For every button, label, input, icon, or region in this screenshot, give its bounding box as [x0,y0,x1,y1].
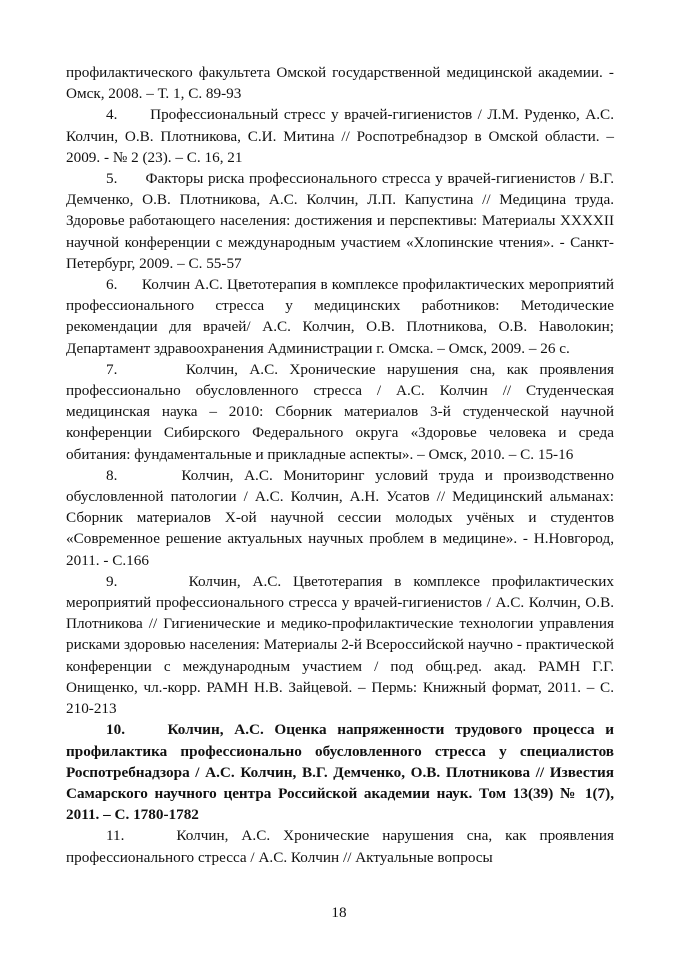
reference-item-7: 7. Колчин, А.С. Хронические нарушения сна, как проявления профессионально обусловленного стресса / А.С. Колчин // Студенческая медицинская наука – 2010: Сборник материалов 3-й студенческой научной конференции Сибирского Федерального округа «Здоровье человека и среда обитания: фундаментальные и прикладные аспекты». – Омск, 2010. – С. 15-16 [66,360,614,463]
reference-item-8: 8. Колчин, А.С. Мониторинг условий труда и производственно обусловленной патологии / А.С. Колчин, А.Н. Усатов // Медицинский альманах: Сборник материалов X-ой научной сессии молодых учёных и студентов «Современное решение актуальных научных проблем в медицине». - Н.Новгород, 2011. - С.166 [66,466,614,569]
reference-continuation: профилактического факультета Омской государственной медицинской академии. - Омск, 2008. – Т. 1, С. 89-93 [66,64,614,103]
reference-item-4: 4. Профессиональный стресс у врачей-гигиенистов / Л.М. Руденко, А.С. Колчин, О.В. Плотникова, С.И. Митина // Роспотребнадзор в Омской области. – 2009. - № 2 (23). – С. 16, 21 [66,106,614,166]
reference-item-9: 9. Колчин, А.С. Цветотерапия в комплексе профилактических мероприятий профессионального стресса у врачей-гигиенистов / А.С. Колчин, О.В. Плотникова // Гигиенические и медико-профилактические технологии управления рисками здоровью населения: Материалы 2-й Всероссийской научно - практической конференции с международным участием / под общ.ред. акад. РАМН Г.Г. Онищенко, чл.-корр. РАМН Н.В. Зайцевой. – Пермь: Книжный формат, 2011. – С. 210-213 [66,572,614,718]
reference-item-10: 10. Колчин, А.С. Оценка напряженности трудового процесса и профилактика профессионально обусловленного стресса у специалистов Роспотребнадзора / А.С. Колчин, В.Г. Демченко, О.В. Плотникова // Известия Самарского научного центра Российской академии наук. Том 13(39) № 1(7), 2011. – С. 1780-1782 [66,721,614,824]
reference-item-11: 11. Колчин, А.С. Хронические нарушения сна, как проявления профессионального стресса / А.С. Колчин // Актуальные вопросы [66,827,614,866]
reference-item-6: 6. Колчин А.С. Цветотерапия в комплексе профилактических мероприятий профессионального стресса у медицинских работников: Методические рекомендации для врачей/ А.С. Колчин, О.В. Плотникова, О.В. Наволокин; Департамент здравоохранения Администрации г. Омска. – Омск, 2009. – 26 с. [66,276,614,357]
reference-list [66,62,614,868]
page-number: 18 [331,904,347,921]
reference-item-5: 5. Факторы риска профессионального стресса у врачей-гигиенистов / В.Г. Демченко, О.В. Плотникова, А.С. Колчин, Л.П. Капустина // Медицина труда. Здоровье работающего населения: достижения и перспективы: Материалы XXXXII научной конференции с международным участием «Хлопинские чтения». - Санкт-Петербург, 2009. – С. 55-57 [66,170,614,272]
